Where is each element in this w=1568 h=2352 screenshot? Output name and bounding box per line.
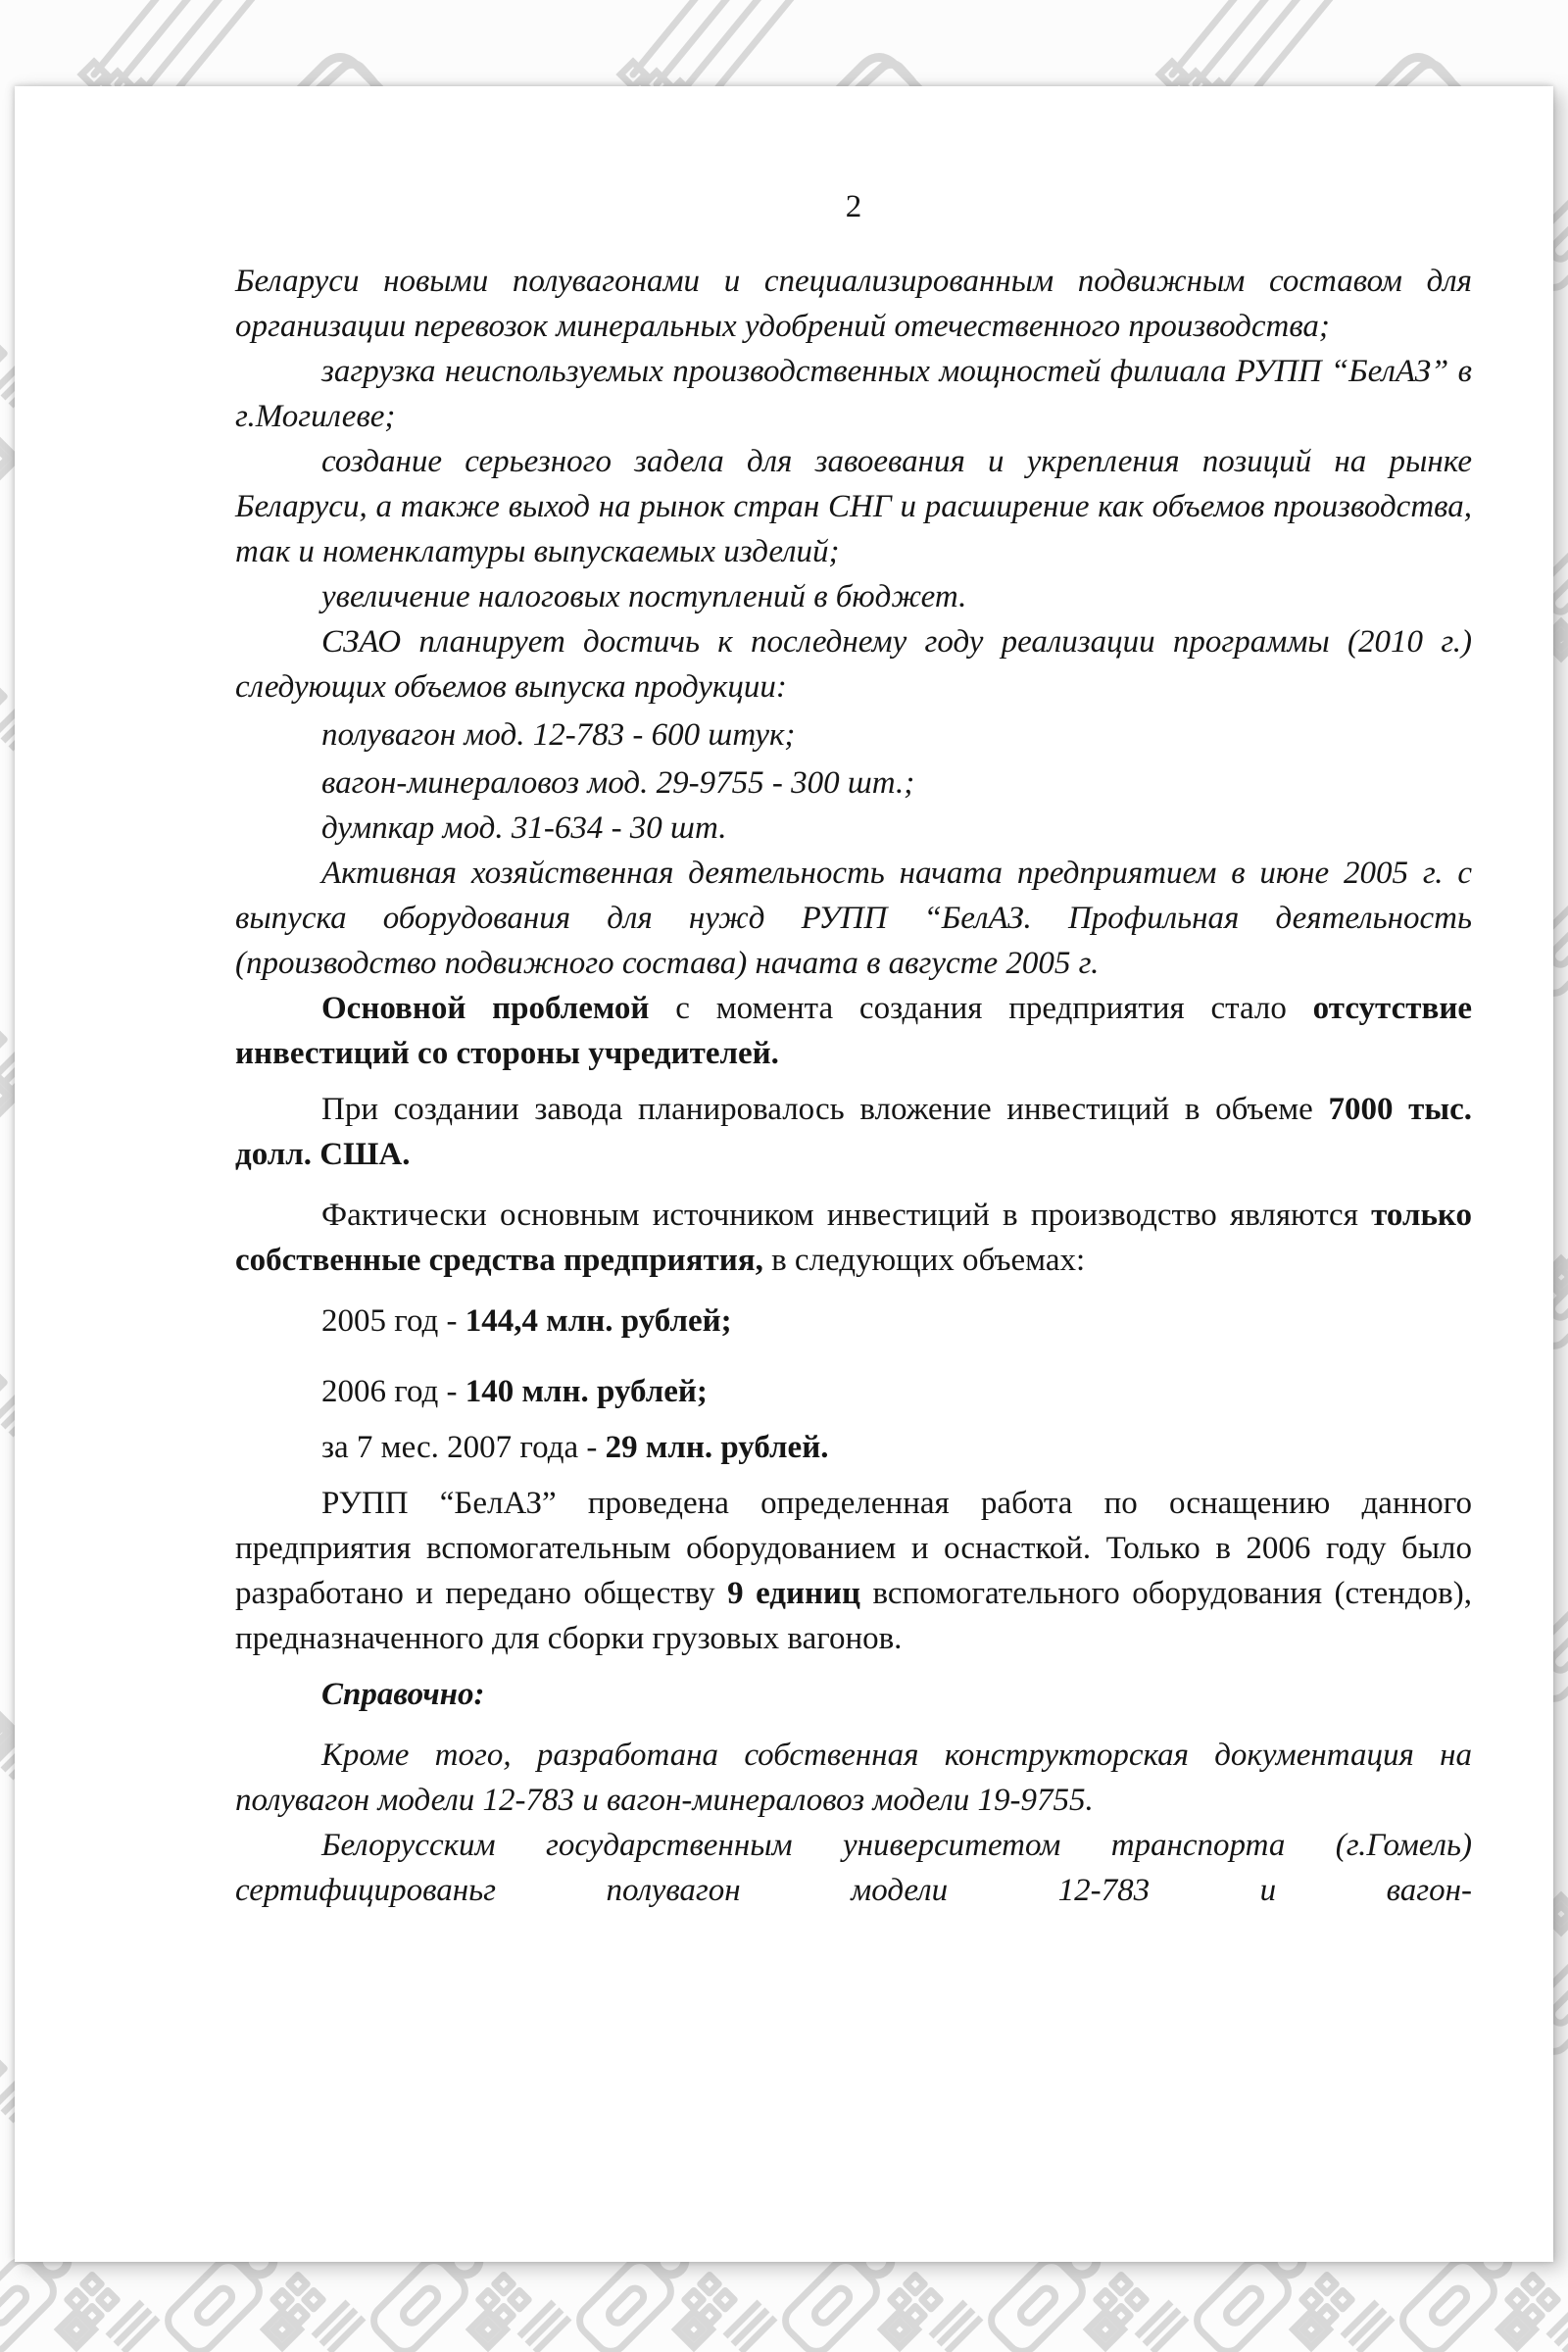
text-run: вспомогательного оборудования (стендов), предназначенного для сборки грузовых вагонов. [235, 1576, 1481, 1656]
text-run: думпкар мод. 31-634 - 30 шт. [321, 810, 727, 846]
page-number: 2 [845, 189, 862, 224]
text-run: При создании завода планировалось вложение инвестиций в объеме [321, 1092, 1329, 1127]
paragraph [235, 1481, 1481, 1661]
text-run: Активная хозяйственная деятельность начата предприятием в июне 2005 г. с выпуска оборудования для нужд РУПП “БелАЗ. Профильная деятельность (производство подвижного состава) начата в августе 2005 г. [235, 856, 1481, 981]
text-run: 2006 год - [321, 1374, 466, 1409]
paragraph [235, 1193, 1481, 1283]
text-run: загрузка неиспользуемых производственных мощностей филиала РУПП “БелАЗ” в г.Могилеве; [235, 354, 1481, 434]
paragraph [235, 1425, 1472, 1470]
paragraph [235, 806, 1472, 851]
paragraph [235, 574, 1472, 619]
text-run: Фактически основным источником инвестиций в производство являются [321, 1198, 1372, 1233]
text-run: 2005 год - [321, 1303, 466, 1339]
text-run: увеличение налоговых поступлений в бюджет. [321, 579, 967, 614]
text-run: только собственные средства предприятия, [235, 1198, 1481, 1278]
paragraph [235, 349, 1481, 439]
paragraph [235, 1672, 1472, 1717]
document-content [235, 86, 1481, 1913]
text-run: Белорусским государственным университетом транспорта (г.Гомель) сертифицированьг полувагон модели 12-783 и вагон- [235, 1828, 1481, 1908]
text-run: Беларуси новыми полувагонами и специализированным подвижным составом для организации перевозок минеральных удобрений отечественного производства; [235, 264, 1481, 344]
text-run: 144,4 млн. рублей; [465, 1303, 732, 1339]
document-page [15, 86, 1553, 2262]
text-run: с момента создания предприятия стало [649, 991, 1313, 1026]
paragraph [235, 1087, 1481, 1177]
text-run: Основной проблемой [321, 991, 650, 1026]
text-run: 7000 тыс. долл. США. [235, 1092, 1481, 1172]
paragraph [235, 439, 1481, 574]
text-run: создание серьезного задела для завоевания и укрепления позиций на рынке Беларуси, а также выход на рынок стран СНГ и расширение как объемов производства, так и номенклатуры выпускаемых изделий; [235, 444, 1481, 569]
paragraph [235, 712, 1472, 758]
paragraph [235, 259, 1481, 349]
text-run: СЗАО планирует достичь к последнему году реализации программы (2010 г.) следующих объемов выпуска продукции: [235, 624, 1481, 705]
text-run: полувагон мод. 12-783 - 600 штук; [321, 717, 796, 753]
paragraph [235, 760, 1472, 806]
paragraph [235, 1298, 1472, 1344]
text-run: в следующих объемах: [762, 1243, 1086, 1278]
text-run: отсутствие инвестиций со стороны учредителей. [235, 991, 1481, 1071]
paragraph [235, 1733, 1481, 1823]
text-run: вагон-минераловоз мод. 29-9755 - 300 шт.; [321, 765, 915, 801]
paragraph [235, 1369, 1472, 1414]
document-body [235, 259, 1481, 1913]
paragraph [235, 851, 1481, 986]
text-run: Кроме того, разработана собственная конструкторская документация на полувагон модели 12-783 и вагон-минераловоз модели 19-9755. [235, 1738, 1481, 1818]
text-run: 140 млн. рублей; [465, 1374, 708, 1409]
text-run: за 7 мес. 2007 года - [321, 1430, 606, 1465]
text-run: 29 млн. рублей. [605, 1430, 829, 1465]
text-run: РУПП “БелАЗ” проведена определенная работа по оснащению данного предприятия вспомогательным оборудованием и оснасткой. Только в 2006 году было разработано и передано обществу [235, 1486, 1481, 1611]
paragraph [235, 619, 1481, 710]
paragraph [235, 1823, 1481, 1913]
paragraph [235, 986, 1481, 1076]
text-run: 9 единиц [727, 1576, 861, 1611]
text-run: Справочно: [321, 1677, 485, 1712]
